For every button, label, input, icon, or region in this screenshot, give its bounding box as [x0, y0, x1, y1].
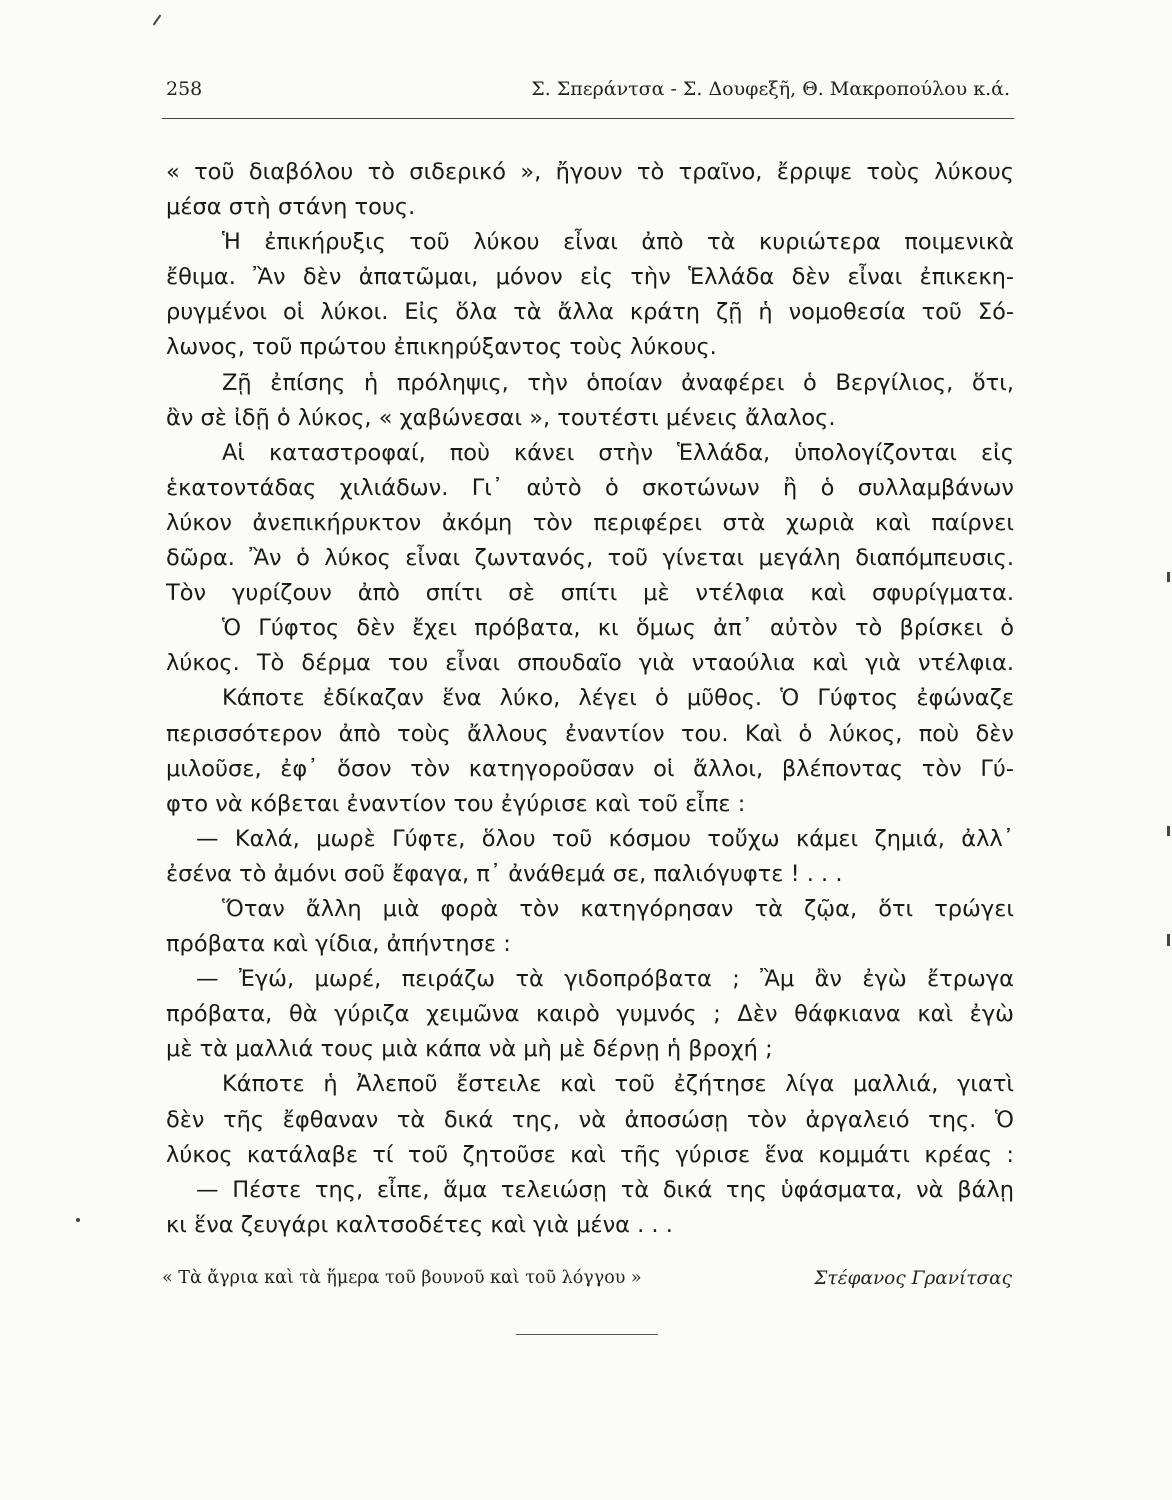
- running-header: [166, 78, 1010, 108]
- page-number: 258: [166, 78, 203, 100]
- text-line: ἔθιμα. Ἂν δὲν ἀπατῶμαι, μόνον εἰς τὴν Ἑλλάδα δὲν εἶναι ἐπικεκη-: [166, 264, 1014, 291]
- text-line: « τοῦ διαβόλου τὸ σιδερικό », ἤγουν τὸ τραῖνο, ἔρριψε τοὺς λύκους: [166, 159, 1014, 185]
- text-line: περισσότερον ἀπὸ τοὺς ἄλλους ἐναντίον του. Καὶ ὁ λύκος, ποὺ δὲν: [166, 720, 1014, 747]
- text-line: — Καλά, μωρὲ Γύφτε, ὅλου τοῦ κόσμου τοὔχω κάμει ζημιά, ἀλλ᾽: [196, 825, 1014, 852]
- text-line: Αἱ καταστροφαί, ποὺ κάνει στὴν Ἑλλάδα, ὑπολογίζονται εἰς: [222, 439, 1014, 466]
- text-line: ρυγμένοι οἱ λύκοι. Εἰς ὅλα τὰ ἄλλα κράτη ζῇ ἡ νομοθεσία τοῦ Σό-: [166, 299, 1014, 326]
- text-line: δῶρα. Ἂν ὁ λύκος εἶναι ζωντανός, τοῦ γίνεται μεγάλη διαπόμπευσις.: [166, 545, 1014, 572]
- text-line: — Ἐγώ, μωρέ, πειράζω τὰ γιδοπρόβατα ; Ἂμ ἂν ἐγὼ ἔτρωγα: [196, 966, 1014, 993]
- text-line: Κάποτε ἡ Ἀλεποῦ ἔστειλε καὶ τοῦ ἐζήτησε λίγα μαλλιά, γιατὶ: [222, 1071, 1014, 1098]
- text-line: Ὁ Γύφτος δὲν ἔχει πρόβατα, κι ὅμως ἀπ᾽ αὐτὸν τὸ βρίσκει ὁ: [222, 615, 1014, 642]
- text-line: φτο νὰ κόβεται ἐναντίον του ἐγύρισε καὶ τοῦ εἶπε :: [166, 790, 746, 817]
- text-line: πρόβατα, θὰ γύριζα χειμῶνα καιρὸ γυμνός ; Δὲν θάφκιανα καὶ ἐγὼ: [166, 1001, 1014, 1028]
- text-line: ἐσένα τὸ ἀμόνι σοῦ ἔφαγα, π᾽ ἀνάθεμά σε, παλιόγυφτε ! . . .: [166, 860, 843, 887]
- text-line: Ἡ ἐπικήρυξις τοῦ λύκου εἶναι ἀπὸ τὰ κυριώτερα ποιμενικὰ: [222, 229, 1014, 256]
- text-line: Τὸν γυρίζουν ἀπὸ σπίτι σὲ σπίτι μὲ ντέλφια καὶ σφυρίγματα.: [166, 580, 1014, 607]
- scan-edge-mark: [1167, 572, 1170, 582]
- scan-edge-mark: [1167, 934, 1170, 946]
- source-title: « Τὰ ἄγρια καὶ τὰ ἥμερα τοῦ βουνοῦ καὶ τοῦ λόγγου »: [162, 1268, 642, 1288]
- running-title: Σ. Σπεράντσα - Σ. Δουφεξῆ, Θ. Μακροπούλου κ.ά.: [531, 78, 1010, 100]
- scan-edge-mark: [1167, 826, 1170, 836]
- text-line: πρόβατα καὶ γίδια, ἀπήντησε :: [166, 931, 511, 958]
- text-line: δὲν τῆς ἔφθαναν τὰ δικά της, νὰ ἀποσώσῃ τὸν ἀργαλειό της. Ὁ: [166, 1106, 1014, 1133]
- scan-speck: [153, 15, 162, 26]
- text-line: λύκον ἀνεπικήρυκτον ἀκόμη τὸν περιφέρει στὰ χωριὰ καὶ παίρνει: [166, 509, 1014, 536]
- text-line: Ὅταν ἄλλη μιὰ φορὰ τὸν κατηγόρησαν τὰ ζῷα, ὅτι τρώγει: [222, 895, 1014, 922]
- text-line: λύκος κατάλαβε τί τοῦ ζητοῦσε καὶ τῆς γύρισε ἕνα κομμάτι κρέας :: [166, 1141, 1014, 1168]
- text-line: Κάποτε ἐδίκαζαν ἕνα λύκο, λέγει ὁ μῦθος. Ὁ Γύφτος ἐφώναζε: [222, 685, 1014, 712]
- source-author: Στέφανος Γρανίτσας: [814, 1268, 1012, 1289]
- text-line: ἂν σὲ ἰδῇ ὁ λύκος, « χαβώνεσαι », τουτέστι μένεις ἄλαλος.: [166, 404, 836, 431]
- text-line: μέσα στὴ στάνη τους.: [166, 194, 416, 221]
- scan-speck: [76, 1218, 80, 1222]
- end-rule: [516, 1334, 658, 1335]
- text-line: μιλοῦσε, ἐφ᾽ ὅσον τὸν κατηγοροῦσαν οἱ ἄλλοι, βλέποντας τὸν Γύ-: [166, 755, 1014, 782]
- text-line: μὲ τὰ μαλλιά τους μιὰ κάπα νὰ μὴ μὲ δέρνῃ ἡ βροχή ;: [166, 1036, 773, 1063]
- header-rule: [162, 118, 1014, 119]
- text-line: κι ἕνα ζευγάρι καλτσοδέτες καὶ γιὰ μένα . . .: [166, 1211, 673, 1238]
- body-text: [166, 155, 1014, 1243]
- text-line: λύκος. Τὸ δέρμα του εἶναι σπουδαῖο γιὰ νταούλια καὶ γιὰ ντέλφια.: [166, 650, 1014, 677]
- text-line: Ζῇ ἐπίσης ἡ πρόληψις, τὴν ὁποίαν ἀναφέρει ὁ Βεργίλιος, ὅτι,: [222, 369, 1014, 396]
- source-citation: [162, 1268, 1012, 1298]
- text-line: λωνος, τοῦ πρώτου ἐπικηρύξαντος τοὺς λύκους.: [166, 334, 717, 361]
- text-line: — Πέστε της, εἶπε, ἅμα τελειώσῃ τὰ δικά της ὑφάσματα, νὰ βάλῃ: [196, 1176, 1014, 1203]
- text-line: ἑκατοντάδας χιλιάδων. Γι᾽ αὐτὸ ὁ σκοτώνων ἢ ὁ συλλαμβάνων: [166, 474, 1014, 501]
